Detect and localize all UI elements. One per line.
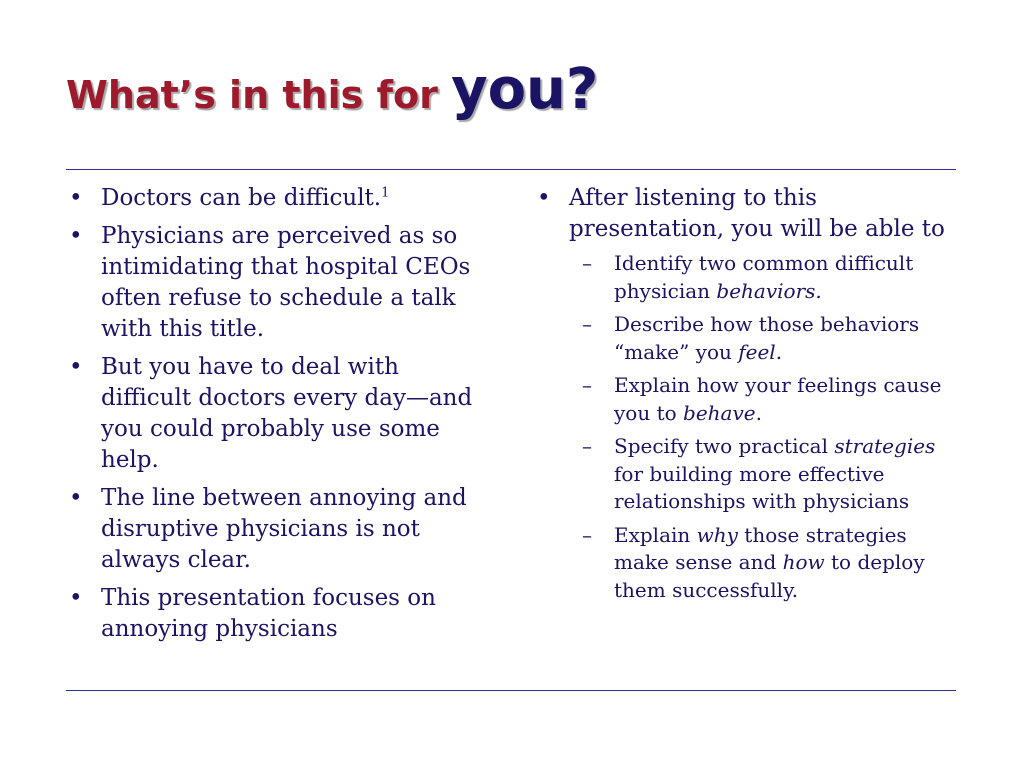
objective-text: Describe how those behaviors “make” you — [614, 312, 920, 364]
bullet-item — [66, 221, 496, 345]
bullet-marker: • — [69, 354, 83, 380]
objective-text: Explain — [614, 522, 697, 547]
dash-marker: – — [582, 373, 592, 397]
objective-emphasis-2: how — [782, 550, 825, 574]
bullet-text: But you have to deal with difficult doctors every day—and you could probably use some help. — [101, 354, 473, 473]
objective-item — [569, 250, 966, 305]
dash-marker: – — [582, 522, 592, 547]
right-bullet-list — [534, 183, 966, 611]
title-emphasis: you? — [451, 57, 599, 122]
bullet-text: Doctors can be difficult. — [101, 185, 382, 211]
dash-marker: – — [582, 434, 592, 458]
objectives-list — [569, 250, 966, 604]
title-main: What’s in this for — [66, 73, 438, 117]
objective-text-end: to deploy them successfully. — [614, 550, 925, 602]
objective-text: Explain how your feelings cause you to — [614, 373, 942, 425]
footnote-marker: 1 — [381, 185, 390, 201]
bullet-text: The line between annoying and disruptive physicians is not always clear. — [101, 485, 467, 573]
bullet-item — [534, 183, 966, 604]
bullet-item — [66, 483, 496, 576]
objective-emphasis: behaviors. — [716, 278, 822, 303]
objective-emphasis: why — [696, 522, 738, 547]
dash-marker: – — [582, 312, 592, 336]
slide-title — [66, 57, 599, 122]
objective-text: Identify two common difficult physician — [614, 251, 914, 303]
objective-item — [569, 372, 966, 427]
objective-emphasis: feel. — [738, 339, 783, 364]
objective-text-mid: those strategies make sense and — [614, 522, 907, 574]
bullet-item — [66, 352, 496, 476]
bullet-marker: • — [69, 485, 83, 511]
left-bullet-list — [66, 183, 496, 652]
objective-text: Specify two practical — [614, 434, 835, 458]
bullet-marker: • — [69, 185, 83, 211]
bullet-marker: • — [69, 223, 83, 249]
objective-emphasis: behave — [683, 400, 756, 425]
bullet-item — [66, 183, 496, 214]
bullet-text: Physicians are perceived as so intimidating that hospital CEOs often refuse to schedule a talk with this title. — [101, 223, 471, 342]
bullet-marker: • — [537, 185, 551, 211]
objective-text-end: . — [755, 400, 762, 425]
objective-emphasis: strategies — [834, 434, 936, 458]
bullet-item — [66, 583, 496, 645]
dash-marker: – — [582, 251, 592, 275]
objective-item — [569, 311, 966, 366]
bullet-text: This presentation focuses on annoying physicians — [101, 585, 436, 642]
bottom-divider — [66, 690, 956, 691]
objective-text-end: for building more effective relationships with physicians — [614, 461, 910, 513]
top-divider — [66, 169, 956, 170]
objective-item — [569, 433, 966, 516]
bullet-text: After listening to this presentation, you will be able to — [569, 185, 945, 242]
bullet-marker: • — [69, 585, 83, 611]
objective-item — [569, 522, 966, 605]
